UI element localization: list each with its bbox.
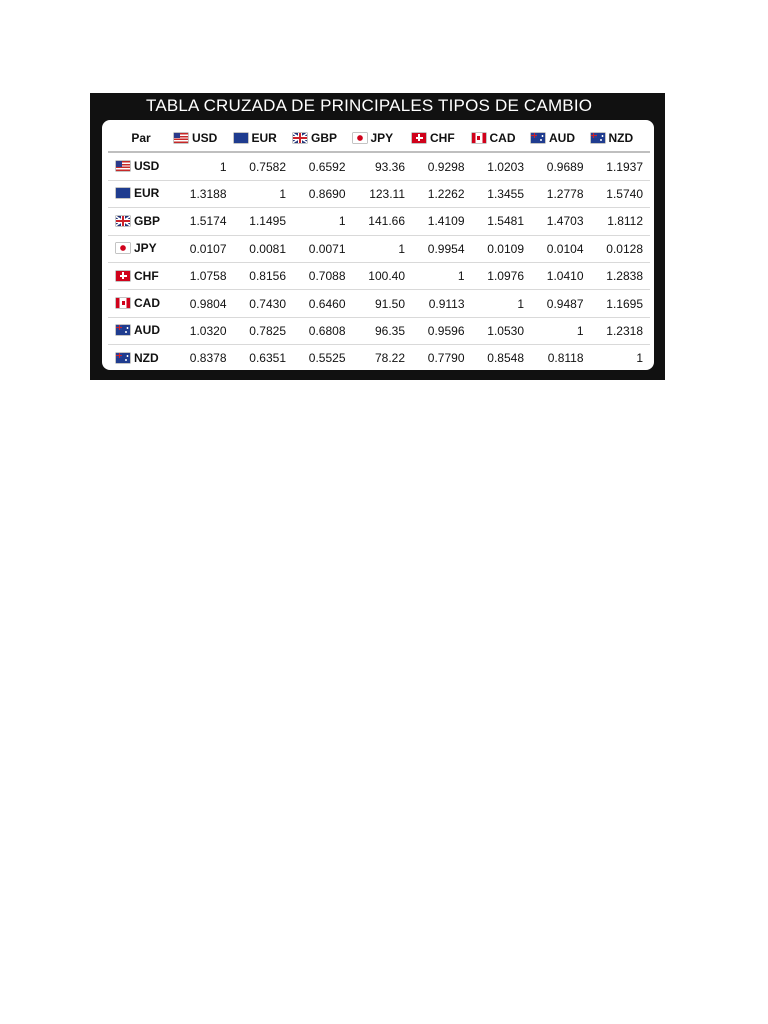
row-header-nzd: NZD: [108, 345, 174, 370]
cross-rates-table: [108, 125, 650, 370]
usa-flag-icon: [174, 133, 188, 143]
table-cell: 1: [531, 317, 591, 344]
table-cell: 1.0758: [174, 262, 234, 289]
table-cell: 0.0081: [234, 235, 294, 262]
table-cell: 0.7582: [234, 152, 294, 180]
row-header-aud: AUD: [108, 317, 174, 344]
column-header-nzd: NZD: [591, 125, 651, 152]
table-title: TABLA CRUZADA DE PRINCIPALES TIPOS DE CAMBIO: [146, 96, 593, 115]
table-cell: 0.9596: [412, 317, 472, 344]
table-cell: 1.0410: [531, 262, 591, 289]
usa-flag-icon: [116, 161, 130, 171]
table-cell: 0.0071: [293, 235, 353, 262]
table-row: [108, 317, 650, 344]
table-cell: 0.9954: [412, 235, 472, 262]
table-row: [108, 345, 650, 370]
table-row: [108, 262, 650, 289]
table-cell: 0.7790: [427, 351, 465, 366]
table-cell: 1.4703: [531, 208, 591, 235]
japan-flag-icon: [116, 243, 130, 253]
column-header-eur: EUR: [234, 125, 294, 152]
table-cell: 0.8690: [293, 180, 353, 207]
table-cell: 0.0107: [174, 235, 234, 262]
australia-flag-icon: [116, 325, 130, 335]
table-cell: 1.2838: [591, 262, 651, 289]
table-cell: 0.7825: [234, 317, 294, 344]
table-card: [102, 120, 654, 370]
table-cell: 96.35: [353, 317, 413, 344]
table-cell: 0.0109: [472, 235, 532, 262]
table-cell: 1.8112: [591, 208, 651, 235]
switzerland-flag-icon: [116, 271, 130, 281]
table-cell: 93.36: [353, 152, 413, 180]
japan-flag-icon: [353, 133, 367, 143]
uk-flag-icon: [293, 133, 307, 143]
table-cell: 0.9298: [412, 152, 472, 180]
column-header-usd: USD: [174, 125, 234, 152]
table-row: [108, 152, 650, 180]
table-cell: 1.5740: [591, 180, 651, 207]
table-cell: 0.9804: [174, 290, 234, 317]
row-header-chf: CHF: [108, 262, 174, 289]
table-cell: 1.0530: [472, 317, 532, 344]
column-header-gbp: GBP: [293, 125, 353, 152]
pair-column-header: Par: [108, 125, 174, 152]
canada-flag-icon: [116, 298, 130, 308]
table-cell: 0.6460: [293, 290, 353, 317]
table-cell: 1.1695: [591, 290, 651, 317]
table-cell: 141.66: [353, 208, 413, 235]
table-cell: 1.0976: [472, 262, 532, 289]
table-cell: 78.22: [374, 351, 405, 366]
table-cell: 1: [234, 180, 294, 207]
table-cell: 1: [353, 235, 413, 262]
table-cell: 0.8156: [234, 262, 294, 289]
table-cell: 1.1495: [234, 208, 294, 235]
table-cell: 0.6351: [249, 351, 286, 366]
table-cell: 1.5481: [472, 208, 532, 235]
canada-flag-icon: [472, 133, 486, 143]
table-cell: 0.8118: [547, 351, 584, 366]
table-cell: 1: [412, 262, 472, 289]
row-header-gbp: GBP: [108, 208, 174, 235]
eu-flag-icon: [116, 188, 130, 198]
australia-flag-icon: [531, 133, 545, 143]
switzerland-flag-icon: [412, 133, 426, 143]
table-cell: 0.5525: [308, 351, 346, 366]
table-cell: 1.0203: [472, 152, 532, 180]
table-row: [108, 208, 650, 235]
eu-flag-icon: [234, 133, 248, 143]
table-cell: 0.0104: [531, 235, 591, 262]
table-cell: 0.7430: [234, 290, 294, 317]
table-cell: 1.3188: [174, 180, 234, 207]
table-row: [108, 290, 650, 317]
table-cell: 0.0128: [591, 235, 651, 262]
table-cell: 1.2778: [531, 180, 591, 207]
table-cell: 0.7088: [293, 262, 353, 289]
table-cell: 1: [472, 290, 532, 317]
table-cell: 100.40: [353, 262, 413, 289]
table-cell: 123.11: [353, 180, 413, 207]
column-header-chf: CHF: [412, 125, 472, 152]
table-cell: 0.9113: [412, 290, 472, 317]
table-cell: 1.3455: [472, 180, 532, 207]
table-cell: 0.8548: [487, 351, 524, 366]
table-cell: 1: [293, 208, 353, 235]
exchange-table-panel: [90, 93, 665, 380]
row-header-eur: EUR: [108, 180, 174, 207]
row-header-cad: CAD: [108, 290, 174, 317]
header-row: [108, 125, 650, 152]
table-cell: 1.1937: [591, 152, 651, 180]
table-cell: 1.2262: [412, 180, 472, 207]
row-header-jpy: JPY: [108, 235, 174, 262]
table-cell: 1.0320: [174, 317, 234, 344]
new-zealand-flag-icon: [591, 133, 605, 143]
new-zealand-flag-icon: [116, 353, 130, 363]
column-header-aud: AUD: [531, 125, 591, 152]
table-cell: 0.8378: [189, 351, 227, 366]
table-cell: 0.9689: [531, 152, 591, 180]
column-header-jpy: JPY: [353, 125, 413, 152]
table-cell: 1: [636, 351, 643, 366]
column-header-cad: CAD: [472, 125, 532, 152]
table-row: [108, 180, 650, 207]
table-cell: 0.9487: [531, 290, 591, 317]
table-cell: 1.4109: [412, 208, 472, 235]
table-cell: 1.5174: [174, 208, 234, 235]
table-cell: 0.6592: [293, 152, 353, 180]
uk-flag-icon: [116, 216, 130, 226]
table-cell: 1: [174, 152, 234, 180]
table-row: [108, 235, 650, 262]
table-cell: 1.2318: [591, 317, 651, 344]
row-header-usd: USD: [108, 152, 174, 180]
table-cell: 91.50: [353, 290, 413, 317]
table-cell: 0.6808: [293, 317, 353, 344]
